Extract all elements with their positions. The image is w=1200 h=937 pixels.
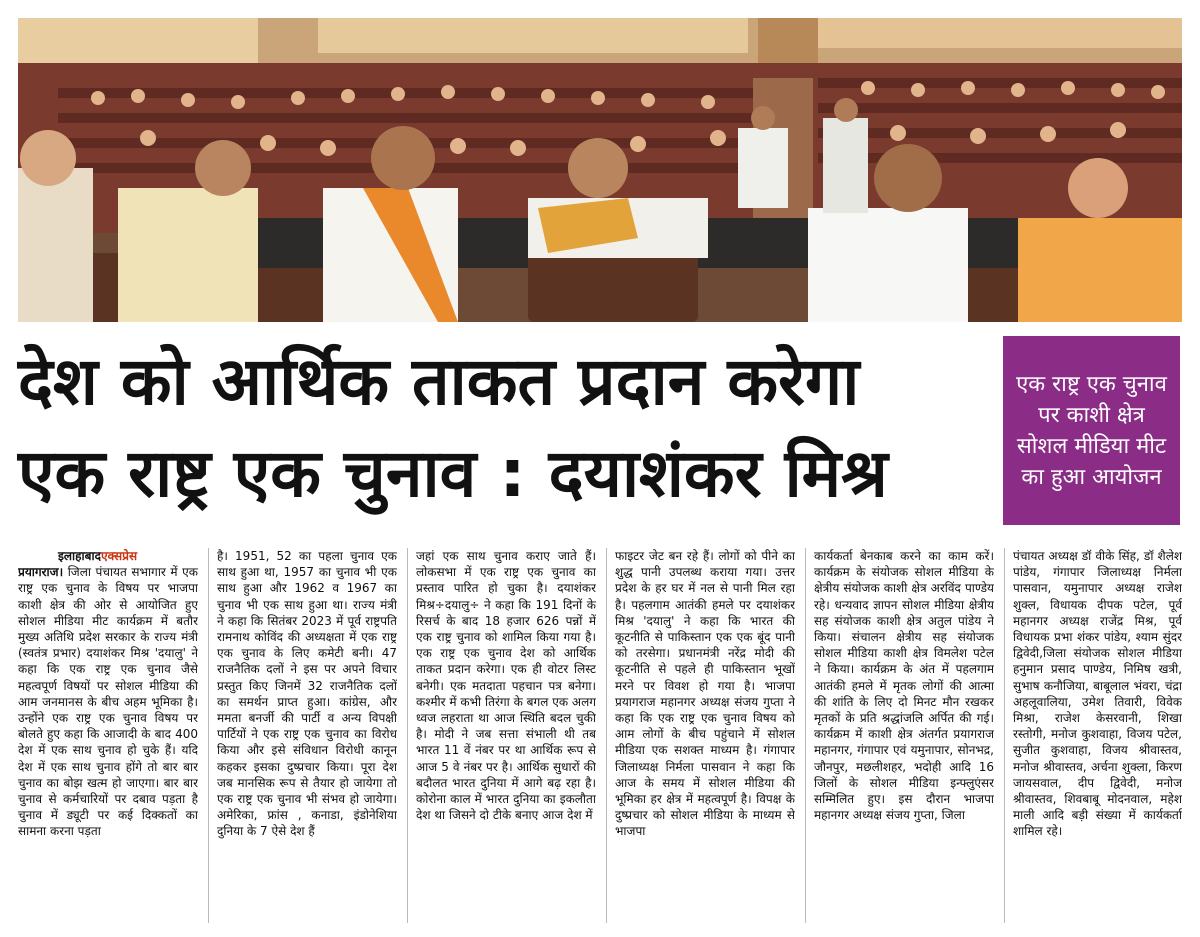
article-column-5 bbox=[814, 548, 994, 928]
article-column-3 bbox=[416, 548, 596, 928]
column-text-5: कार्यकर्ता बेनकाब करने का काम करें। कार्यक्रम के संयोजक सोशल मीडिया के क्षेत्रीय संयोजक काशी क्षेत्र अरविंद पाण्डेय रहे। धन्यवाद ज्ञापन सोशल मीडिया क्षेत्रीय सह संयोजक काशी क्षेत्र अतुल पांडेय ने किया। संचालन क्षेत्रीय सह संयोजक सोशल मीडिया काशी क्षेत्र विमलेश पटेल ने किया। कार्यक्रम के अंत में पहलगाम आतंकी हमले में मृतक लोगों की आत्मा की शांति के लिए दो मिनट मौन रखकर मृतकों के प्रति श्रद्धांजलि अर्पित की गई। कार्यक्रम में काशी क्षेत्र अंतर्गत प्रयागराज महानगर, गंगापार एवं यमुनापार, सोनभद्र, जौनपुर, मछलीशहर, भदोही आदि 16 जिलों के सोशल मीडिया इन्फ्लुएंसर सम्मिलित हुए। इस दौरान भाजपा महानगर अध्यक्ष संजय गुप्ता, जिला bbox=[814, 549, 994, 823]
column-text-3: जहां एक साथ चुनाव कराए जाते हैं। लोकसभा में एक राष्ट्र एक चुनाव का प्रस्ताव पारित हो चुका है। दयाशंकर मिश्र÷दयालु÷ ने कहा कि 191 दिनों के रिसर्च के बाद 18 हजार 626 पन्नों में एक राष्ट्र चुनाव को शामिल किया गया है। एक राष्ट्र एक चुनाव देश को आर्थिक ताकत प्रदान करेगा। एक ही वोटर लिस्ट बनेगी। एक मतदाता पहचान पत्र बनेगा। कश्मीर में कभी तिरंगा के बगल एक अलग ध्वज लहराता था आज स्थिति बदल चुकी है। मोदी ने जब सत्ता संभाली थी तब भारत 11 वें नंबर पर था आर्थिक रूप से आज 5 वे नंबर पर है। आर्थिक सुधारों की बदौलत भारत दुनिया में आगे बढ़ रहा है। कोरोना काल में भारत दुनिया का इकलौता देश था जिसने दो टीके बनाए आज देश में bbox=[416, 549, 596, 823]
column-text-6: पंचायत अध्यक्ष डॉ वीके सिंह, डॉ शैलेश पांडेय, गंगापार जिलाध्यक्ष निर्मला पासवान, यमुनापार अध्यक्ष राजेश शुक्ल, विधायक दीपक पटेल, पूर्व महानगर अध्यक्ष राजेंद्र मिश्र, पूर्व विधायक प्रभा शंकर पांडेय, श्याम सुंदर द्विवेदी,जिला संयोजक सोशल मीडिया हनुमान प्रसाद पाण्डेय, निमिष खत्री, सुभाष कनौजिया, बाबूलाल भंवरा, चंद्रा अहलूवालिया, उमेश तिवारी, विवेक मिश्रा, राजेश केसरवानी, शिखा रस्तोगी, मनोज कुशवाहा, विजय पटेल, सुजीत कुशवाहा, विजय श्रीवास्तव, मनोज श्रीवास्तव, अर्चना शुक्ला, किरण जायसवाल, दीप द्विवेदी, मनोज श्रीवास्तव, शिवबाबू मोदनवाल, महेश माली आदि बड़ी संख्या में कार्यकर्ता शामिल रहे। bbox=[1013, 549, 1182, 839]
column-divider bbox=[208, 548, 209, 923]
subheadline-text: एक राष्ट्र एक चुनाव पर काशी क्षेत्र सोशल मीडिया मीट का हुआ आयोजन bbox=[1016, 371, 1167, 490]
column-divider bbox=[606, 548, 607, 923]
column-divider bbox=[407, 548, 408, 923]
headline-line-1: देश को आर्थिक ताकत प्रदान करेगा bbox=[18, 343, 860, 420]
column-text-4: फाइटर जेट बन रहे हैं। लोगों को पीने का शुद्ध पानी उपलब्ध कराया गया। उत्तर प्रदेश के हर घर में नल से पानी मिल रहा है। पहलगाम आतंकी हमले पर दयाशंकर मिश्र 'दयालु' ने कहा कि भारत की कूटनीति से पाकिस्तान एक एक बूंद पानी को तरसेगा। प्रधानमंत्री नरेंद्र मोदी की कूटनीति से पहले ही पाकिस्तान भूखों मरने पर विवश हो गया है। भाजपा प्रयागराज महानगर अध्यक्ष संजय गुप्ता ने कहा कि एक राष्ट्र एक चुनाव विषय को आम लोगों के बीच पहुंचाने में सोशल मीडिया एक सशक्त माध्यम है। गंगापार जिलाध्यक्ष निर्मला पासवान ने कहा कि आज के समय में सोशल मीडिया की भूमिका हर क्षेत्र में महत्वपूर्ण है। विपक्ष के दुष्प्रचार को सोशल मीडिया के माध्यम से भाजपा bbox=[615, 549, 795, 839]
article-column-2 bbox=[217, 548, 397, 928]
byline bbox=[58, 548, 198, 564]
event-photo bbox=[18, 18, 1182, 322]
column-divider bbox=[1004, 548, 1005, 923]
event-photo-illustration bbox=[18, 18, 1182, 322]
dateline-location: प्रयागराज। bbox=[18, 565, 64, 580]
article-column-6 bbox=[1013, 548, 1182, 928]
column-text-1: जिला पंचायत सभागार में एक राष्ट्र एक चुनाव के विषय पर भाजपा काशी क्षेत्र की ओर से आयोजित हुए सोशल मीडिया मीट कार्यक्रम में बतौर मुख्य अतिथि प्रदेश सरकार के राज्य मंत्री (स्वतंत्र प्रभार) दयाशंकर मिश्र 'दयालु' ने कहा कि एक राष्ट्र एक चुनाव जैसे महत्वपूर्ण विषयों पर सोशल मीडिया की आम जनमानस के बीच अहम भूमिका है। उन्होंने एक राष्ट्र एक चुनाव विषय पर बोलते हुए कहा कि आजादी के बाद 400 देश में एक साथ चुनाव हो चुके हैं। यदि देश में एक साथ चुनाव होंगे तो बार बार चुनाव का बोझ खत्म हो जाएगा। बार बार चुनाव से कर्मचारियों पर दबाव पड़ता है चुनाव में ड्यूटी पर कई दिक्कतों का सामना करना पड़ता bbox=[18, 565, 198, 839]
byline-city: इलाहाबाद bbox=[58, 549, 101, 563]
article-column-4 bbox=[615, 548, 795, 928]
article-body bbox=[18, 548, 1182, 928]
article-column-1 bbox=[18, 548, 198, 928]
headline-line-2: एक राष्ट्र एक चुनाव : दयाशंकर मिश्र bbox=[18, 435, 888, 512]
subheadline-box bbox=[1003, 336, 1180, 525]
column-text-2: है। 1951, 52 का पहला चुनाव एक साथ हुआ था, 1957 का चुनाव भी एक साथ हुआ और 1962 व 1967 का चुनाव भी एक साथ हुआ था। राज्य मंत्री ने कहा कि सितंबर 2023 में पूर्व राष्ट्रपति रामनाथ कोविंद की अध्यक्षता में एक राष्ट्र एक चुनाव के लिए कमेटी बनी। 47 राजनैतिक दलों ने इस पर अपने विचार प्रस्तुत किए जिनमें 32 राजनैतिक दलों का समर्थन प्राप्त हुआ। कांग्रेस, और ममता बनर्जी की पार्टी व अन्य विपक्षी पार्टियों ने एक राष्ट्र एक चुनाव का विरोध किया और इसे संविधान विरोधी कानून कहकर इसका दुष्प्रचार किया। पूरा देश जब मानसिक रूप से तैयार हो जायेगा तो एक राष्ट्र एक चुनाव भी संभव हो जायेगा। अमेरिका, फ्रांस , कनाडा, इंडोनेशिया दुनिया के 7 ऐसे देश हैं bbox=[217, 549, 397, 839]
headline bbox=[18, 336, 993, 520]
column-divider bbox=[805, 548, 806, 923]
byline-paper: एक्सप्रेस bbox=[100, 549, 138, 563]
